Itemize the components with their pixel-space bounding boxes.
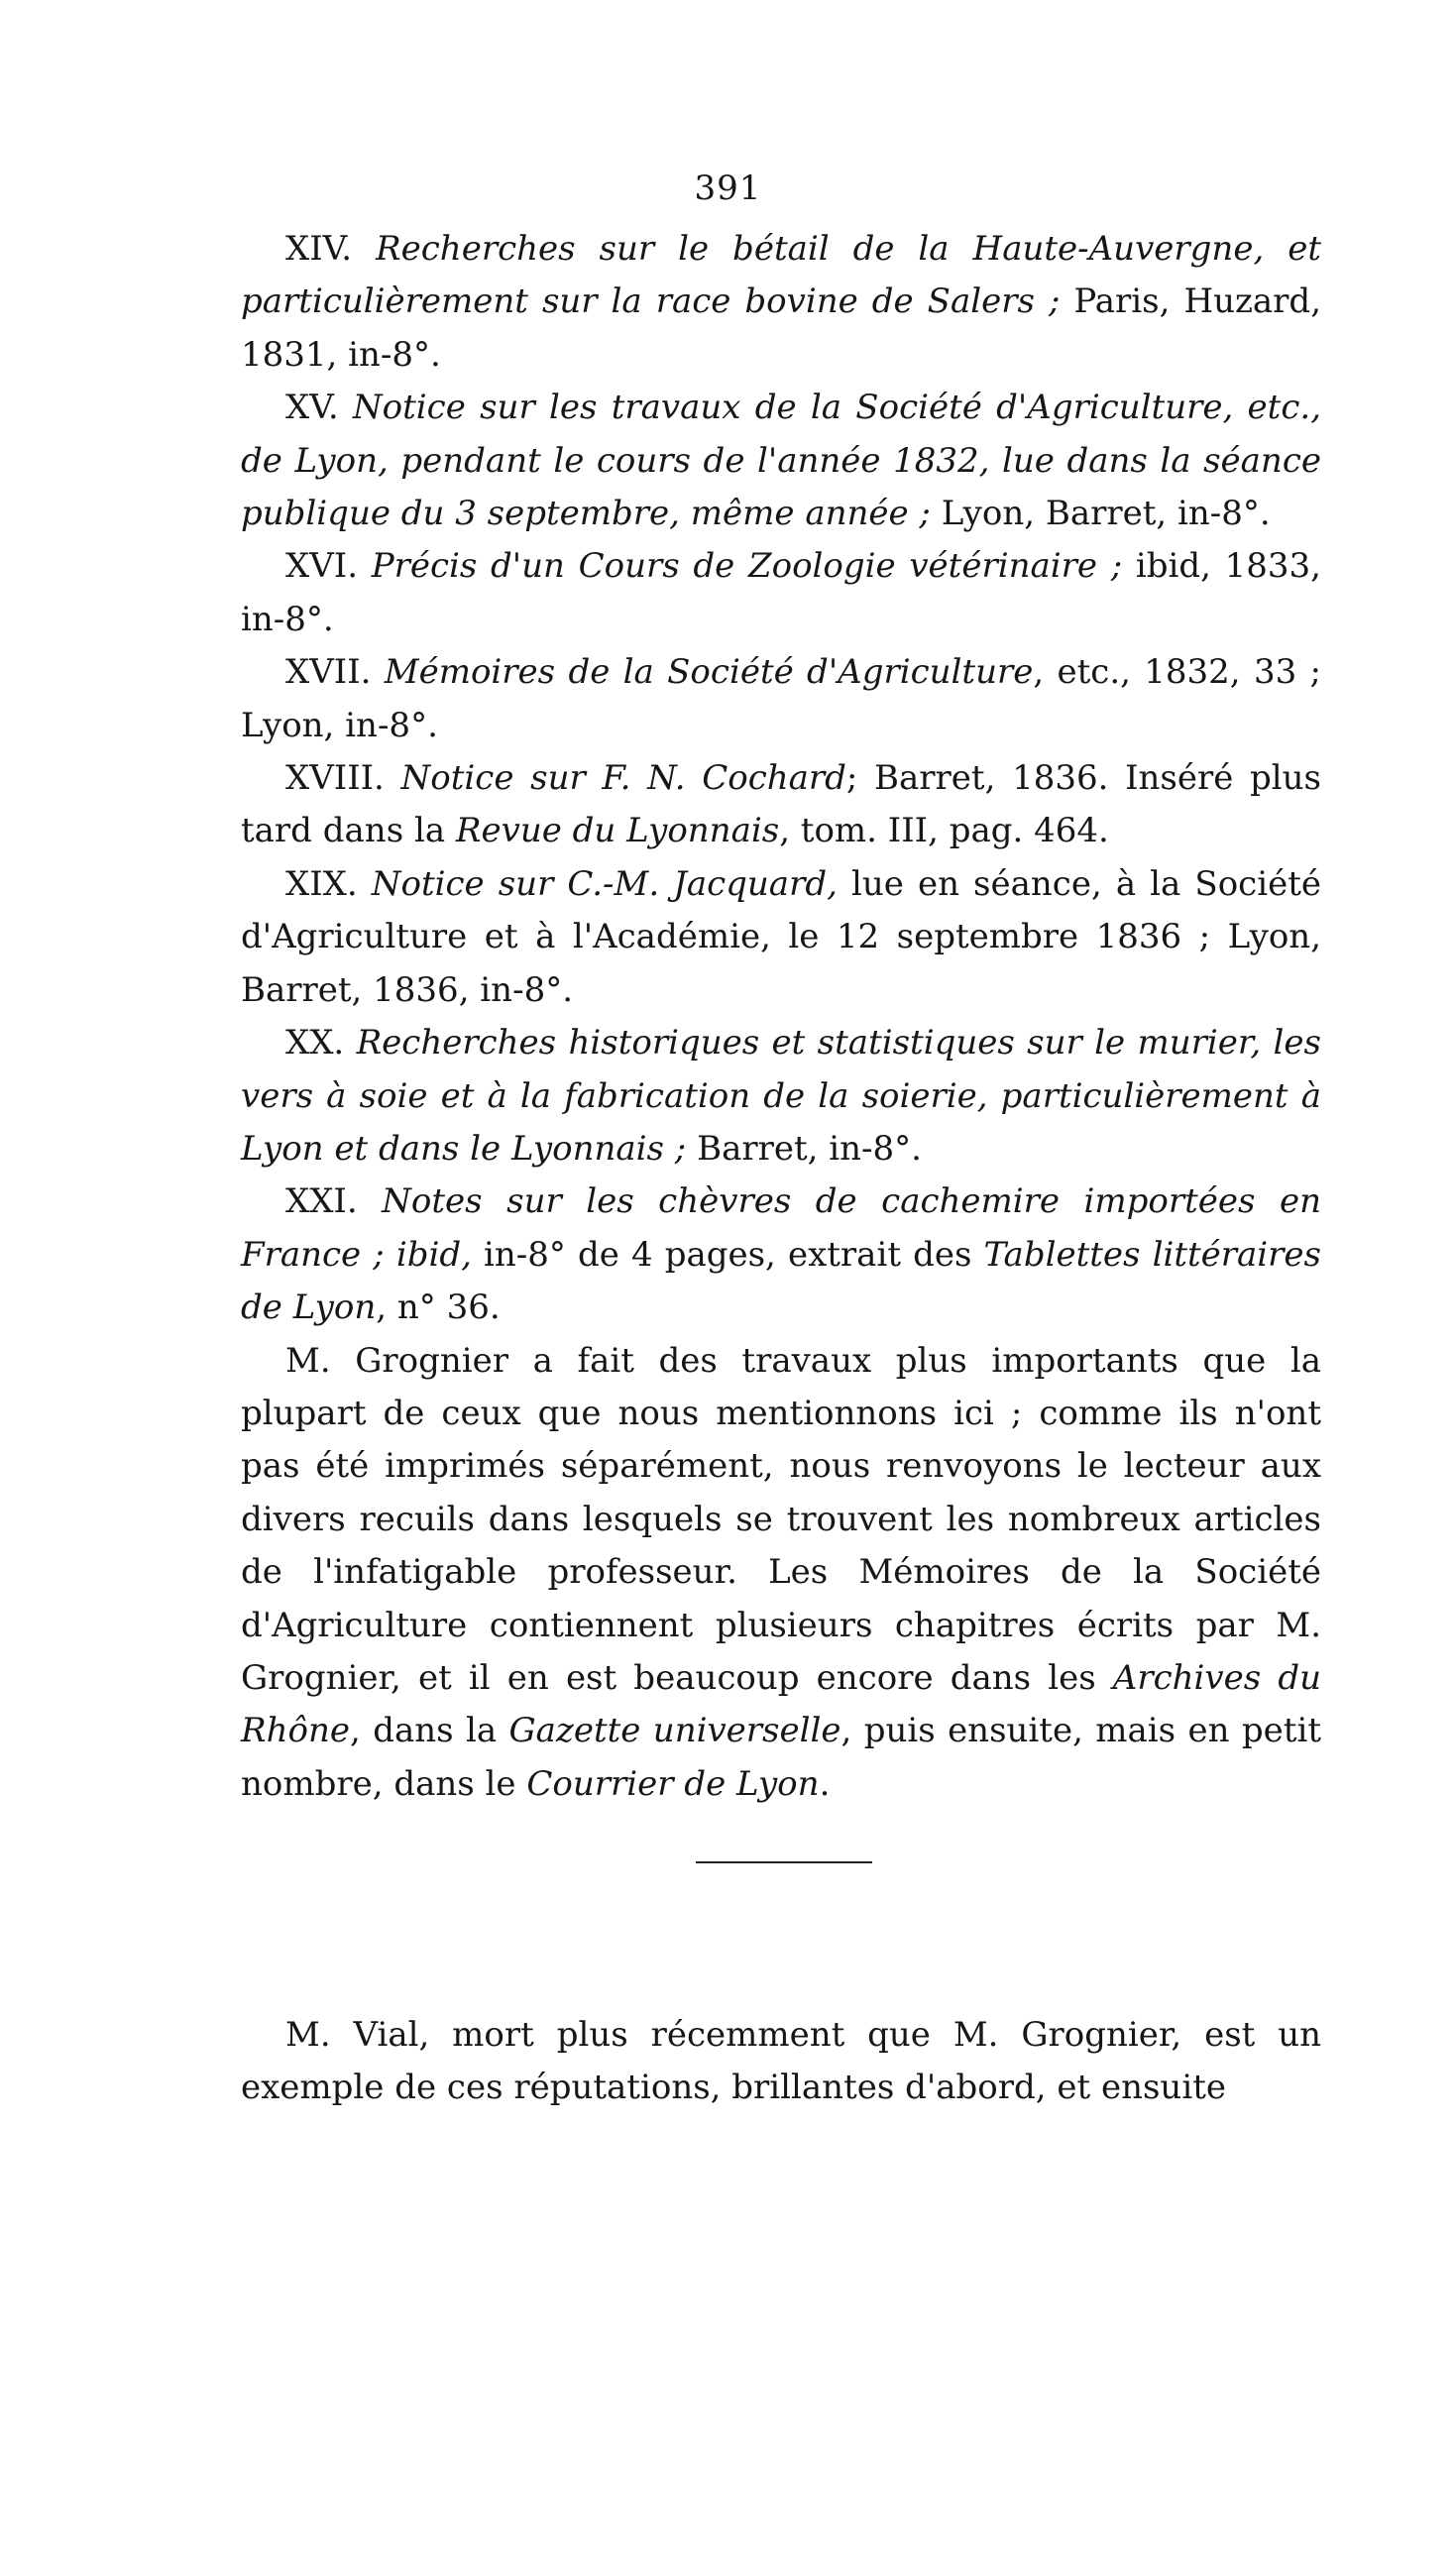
entry-journal: Revue du Lyonnais <box>455 811 780 851</box>
publication-title: Gazette universelle <box>508 1711 841 1751</box>
section-divider <box>696 1861 872 1863</box>
paragraph-text: M. Grognier a fait des travaux plus importants que la plupart de ceux que nous mentionnons ici ; comme ils n'ont pas été imprimés séparément, nous renvoyons le lecteur aux divers recuils dans lesquels se trouvent les nombreux articles de l'infatigable professeur. Les Mémoires de la Société d'Agriculture contiennent plusieurs chapitres écrits par M. Grognier, et il en est beaucoup encore dans les <box>241 1340 1321 1698</box>
bibliography-list <box>241 223 1321 1811</box>
entry-details: Barret, in-8°. <box>697 1128 922 1169</box>
entry-title: Mémoires de la Société d'Agriculture <box>384 652 1034 693</box>
paragraph-text: . <box>819 1763 831 1804</box>
publication-title: Archives du Rhône <box>241 1657 1321 1751</box>
closing-paragraph: M. Vial, mort plus récemment que M. Grognier, est un exemple de ces réputations, brillantes d'abord, et ensuite <box>241 2015 1321 2108</box>
entry-title: Notice sur les travaux de la Société d'Agriculture, etc., de Lyon, pendant le cours de l'année 1832, lue dans la séance publique du 3 septembre, même année ; <box>241 388 1321 534</box>
paragraph-text: , puis ensuite, mais en petit nombre, dans le <box>241 1711 1321 1804</box>
paragraph-text: , dans la <box>350 1711 498 1751</box>
entry-number: XVI. <box>285 546 358 587</box>
entry-details-2: , tom. III, pag. 464. <box>779 811 1109 851</box>
entry-title: Notice sur C.-M. Jacquard, <box>371 863 838 904</box>
entry-number: XV. <box>285 388 339 428</box>
entry-number: XX. <box>285 1023 345 1064</box>
entry-number: XVII. <box>285 652 372 693</box>
entry-title: Recherches historiques et statistiques sur le murier, les vers à soie et à la fabrication de la soierie, particulièrement à Lyon et dans le Lyonnais ; <box>241 1023 1321 1169</box>
bibliography-entry-xxi <box>241 1176 1321 1334</box>
entry-details: ibid, 1833, in-8°. <box>241 546 1321 639</box>
entry-details-2: , n° 36. <box>376 1288 501 1328</box>
bibliography-entry-xiv <box>241 223 1321 382</box>
entry-title: Recherches sur le bétail de la Haute-Auvergne, et particulièrement sur la race bovine de Salers ; <box>241 229 1321 322</box>
publication-title: Courrier de Lyon <box>526 1763 820 1804</box>
entry-details: Paris, Huzard, 1831, in-8°. <box>241 281 1321 375</box>
entry-details: Lyon, Barret, in-8°. <box>941 494 1271 534</box>
bibliography-entry-xvi <box>241 540 1321 646</box>
entry-details: lue en séance, à la Société d'Agriculture et à l'Académie, le 12 septembre 1836 ; Lyon, Barret, 1836, in-8°. <box>241 863 1321 1010</box>
commentary-paragraph <box>241 1335 1321 1812</box>
entry-number: XIV. <box>285 229 353 269</box>
bibliography-entry-xviii <box>241 752 1321 858</box>
page-number: 391 <box>694 168 762 208</box>
entry-title: Précis d'un Cours de Zoologie vétérinaire ; <box>371 546 1123 587</box>
entry-number: XXI. <box>285 1181 358 1222</box>
bibliography-entry-xv <box>241 382 1321 540</box>
entry-details: in-8° de 4 pages, extrait des <box>484 1234 972 1275</box>
bibliography-entry-xx <box>241 1017 1321 1176</box>
entry-title: Notice sur F. N. Cochard <box>400 758 846 799</box>
entry-number: XVIII. <box>285 758 385 799</box>
entry-title: Notes sur les chèvres de cachemire importées en France ; ibid, <box>241 1181 1321 1275</box>
bibliography-entry-xix <box>241 858 1321 1017</box>
bibliography-entry-xvii <box>241 646 1321 752</box>
entry-journal: Tablettes littéraires de Lyon <box>241 1234 1321 1328</box>
entry-details: ; Barret, 1836. Inséré plus tard dans la <box>241 758 1321 851</box>
entry-number: XIX. <box>285 863 358 904</box>
entry-details: , etc., 1832, 33 ; Lyon, in-8°. <box>241 652 1321 745</box>
